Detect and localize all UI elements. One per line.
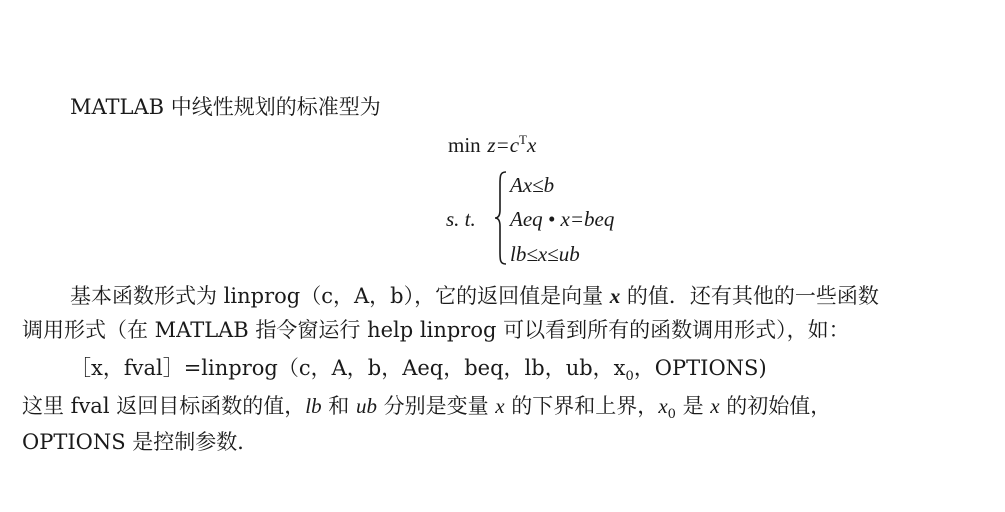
subject-to-label: s. t. [446, 207, 476, 231]
x0-subscript: 0 [667, 407, 676, 423]
code-x0-subscript: 0 [625, 369, 634, 385]
paragraph-3 [22, 393, 832, 423]
code-line-end: ，OPTIONS) [633, 356, 767, 380]
min-operator: min [448, 133, 481, 157]
paragraph-3-part-a: 这里 fval 返回目标函数的值， [22, 394, 306, 418]
constraint-2: Aeq • x=beq [510, 207, 615, 231]
x0-symbol: x [658, 394, 668, 418]
paragraph-3-part-d: 的下界和上界， [504, 394, 659, 418]
x-symbol: x [495, 394, 505, 418]
lb-symbol: lb [305, 394, 322, 418]
code-line-start: ［x，fval］=linprog（c，A，b，Aeq，beq，lb，ub，x [70, 356, 626, 380]
paragraph-1-start: 基本函数形式为 linprog（c，A，b），它的返回值是向量 [70, 284, 610, 308]
ub-symbol: ub [355, 394, 377, 418]
paragraph-1 [70, 283, 879, 309]
left-brace [494, 170, 508, 266]
transpose-superscript: T [519, 132, 527, 147]
paragraph-4: OPTIONS 是控制参数． [22, 430, 259, 454]
paragraph-3-part-f: 的初始值， [719, 394, 832, 418]
objective-variable: x [526, 133, 537, 157]
paragraph-3-part-b: 和 [321, 394, 356, 418]
intro-text: MATLAB 中线性规划的标准型为 [70, 95, 381, 119]
paragraph-2: 调用形式（在 MATLAB 指令窗运行 help linprog 可以看到所有的函数调用形式），如： [22, 318, 850, 342]
code-line [70, 355, 767, 385]
paragraph-3-part-e: 是 [675, 394, 711, 418]
x-symbol-2: x [710, 394, 720, 418]
constraint-3: lb≤x≤ub [510, 242, 580, 266]
constraint-1: Ax≤b [510, 173, 555, 197]
paragraph-1-end: 的值．还有其他的一些函数 [620, 284, 879, 308]
paragraph-3-part-c: 分别是变量 [376, 394, 496, 418]
objective-expression: z=c [487, 133, 520, 157]
objective-formula [448, 132, 536, 158]
vector-x: x [609, 284, 621, 308]
